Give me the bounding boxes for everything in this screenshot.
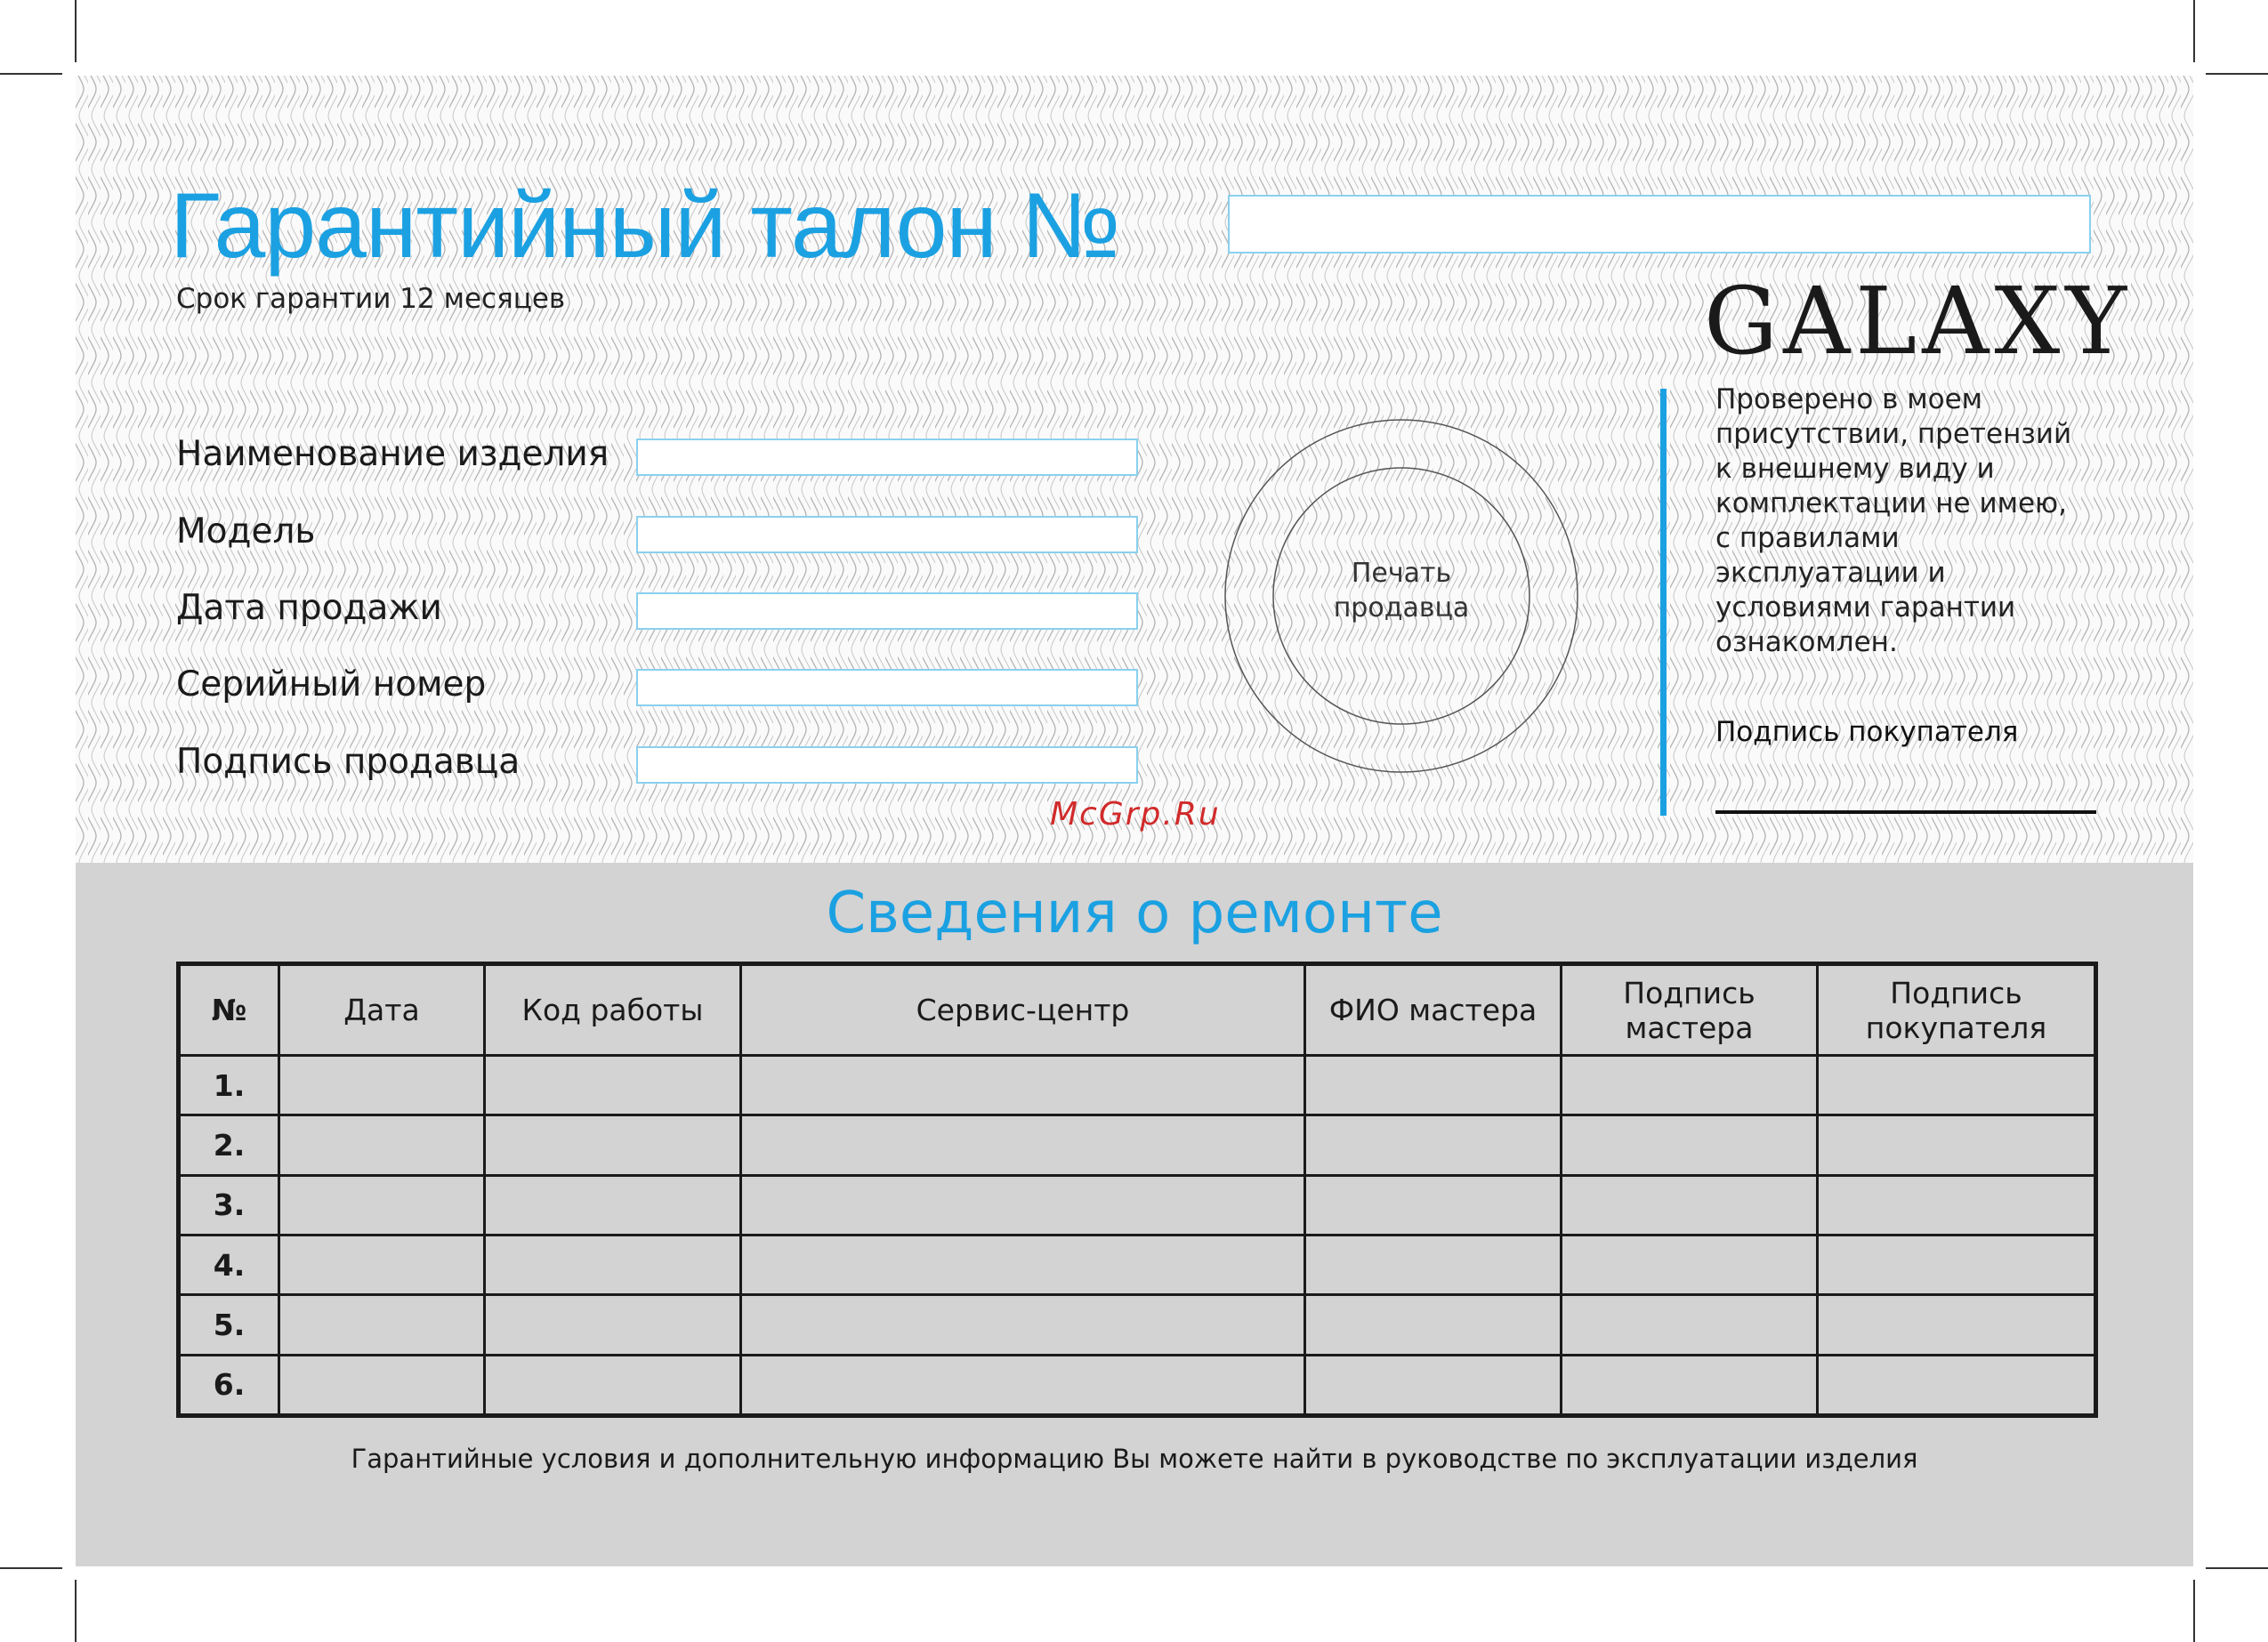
table-row [179, 1056, 2096, 1115]
table-row [179, 1175, 2096, 1235]
column-header: ФИО мастера [1305, 964, 1562, 1056]
table-cell[interactable] [741, 1355, 1305, 1415]
column-header: Код работы [485, 964, 741, 1056]
table-cell[interactable] [1818, 1355, 2096, 1415]
buyer-signature-label: Подпись покупателя [1715, 716, 2019, 748]
table-cell[interactable] [1305, 1295, 1562, 1355]
table-cell[interactable] [485, 1115, 741, 1175]
table-cell[interactable] [741, 1115, 1305, 1175]
table-cell[interactable] [741, 1056, 1305, 1115]
divider-bar [1660, 389, 1667, 816]
row-number: 4. [179, 1235, 279, 1294]
table-cell[interactable] [1818, 1175, 2096, 1235]
row-number: 5. [179, 1295, 279, 1355]
warranty-form-area [76, 76, 2193, 863]
table-cell[interactable] [1562, 1115, 1818, 1175]
table-cell[interactable] [485, 1235, 741, 1294]
table-cell[interactable] [279, 1295, 485, 1355]
table-cell[interactable] [485, 1295, 741, 1355]
table-cell[interactable] [1562, 1175, 1818, 1235]
brand-logo: GALAXY [1704, 267, 2133, 375]
serial-number-label: Серийный номер [176, 664, 487, 704]
table-cell[interactable] [1305, 1115, 1562, 1175]
crop-mark [2206, 1567, 2268, 1569]
buyer-confirmation-text: Проверено в моем присутствии, претензий к внешнему виду и комплектации не имею, с правилами эксплуатации и условиями гарантии ознакомлен. [1715, 383, 2072, 658]
table-row [179, 1115, 2096, 1175]
table-cell[interactable] [279, 1056, 485, 1115]
model-label: Модель [176, 511, 316, 551]
crop-mark [2206, 73, 2268, 75]
table-cell[interactable] [1305, 1235, 1562, 1294]
table-cell[interactable] [741, 1295, 1305, 1355]
crop-mark [75, 1580, 77, 1642]
row-number: 2. [179, 1115, 279, 1175]
crop-mark [2193, 1580, 2195, 1642]
seller-signature-field[interactable] [636, 746, 1138, 784]
row-number: 3. [179, 1175, 279, 1235]
table-cell[interactable] [1562, 1235, 1818, 1294]
seller-stamp-label[interactable] [1312, 556, 1490, 625]
column-header: Подпись покупателя [1818, 964, 2096, 1056]
product-name-label: Наименование изделия [176, 434, 609, 474]
table-cell[interactable] [485, 1056, 741, 1115]
table-cell[interactable] [1562, 1295, 1818, 1355]
table-cell[interactable] [485, 1175, 741, 1235]
warranty-period: Срок гарантии 12 месяцев [176, 283, 566, 315]
warranty-number-field[interactable] [1228, 195, 2091, 254]
watermark: McGrp.Ru [1050, 796, 1221, 833]
table-cell[interactable] [741, 1235, 1305, 1294]
sale-date-field[interactable] [636, 592, 1138, 630]
table-row [179, 1235, 2096, 1294]
column-header: Подпись мастера [1562, 964, 1818, 1056]
column-header: Дата [279, 964, 485, 1056]
table-cell[interactable] [279, 1115, 485, 1175]
table-cell[interactable] [1562, 1355, 1818, 1415]
table-cell[interactable] [1818, 1056, 2096, 1115]
table-cell[interactable] [741, 1175, 1305, 1235]
page-title: Гарантийный талон № [170, 174, 1120, 278]
row-number: 6. [179, 1355, 279, 1415]
table-cell[interactable] [1818, 1235, 2096, 1294]
model-field[interactable] [636, 516, 1138, 553]
serial-number-field[interactable] [636, 669, 1138, 706]
table-header-row [179, 964, 2096, 1056]
repair-table [176, 962, 2098, 1418]
table-row [179, 1355, 2096, 1415]
table-cell[interactable] [1305, 1056, 1562, 1115]
repair-section-title: Сведения о ремонте [826, 881, 1443, 946]
table-cell[interactable] [1818, 1295, 2096, 1355]
table-cell[interactable] [279, 1355, 485, 1415]
table-cell[interactable] [1562, 1056, 1818, 1115]
buyer-signature-line[interactable] [1715, 810, 2096, 814]
table-cell[interactable] [279, 1175, 485, 1235]
seller-signature-label: Подпись продавца [176, 742, 521, 782]
sale-date-label: Дата продажи [176, 588, 442, 628]
crop-mark [0, 1567, 62, 1569]
table-cell[interactable] [1305, 1175, 1562, 1235]
product-name-field[interactable] [636, 439, 1138, 476]
footer-note: Гарантийные условия и дополнительную информацию Вы можете найти в руководстве по эксплуатации изделия [351, 1444, 1918, 1474]
stamp-line-2: продавца [1333, 592, 1470, 624]
column-header: Сервис-центр [741, 964, 1305, 1056]
crop-mark [0, 73, 62, 75]
table-cell[interactable] [485, 1355, 741, 1415]
table-cell[interactable] [1305, 1355, 1562, 1415]
table-cell[interactable] [1818, 1115, 2096, 1175]
crop-mark [75, 0, 77, 62]
table-row [179, 1295, 2096, 1355]
column-header: № [179, 964, 279, 1056]
stamp-line-1: Печать [1351, 558, 1452, 589]
crop-mark [2193, 0, 2195, 62]
table-cell[interactable] [279, 1235, 485, 1294]
warranty-card [76, 76, 2193, 1566]
row-number: 1. [179, 1056, 279, 1115]
